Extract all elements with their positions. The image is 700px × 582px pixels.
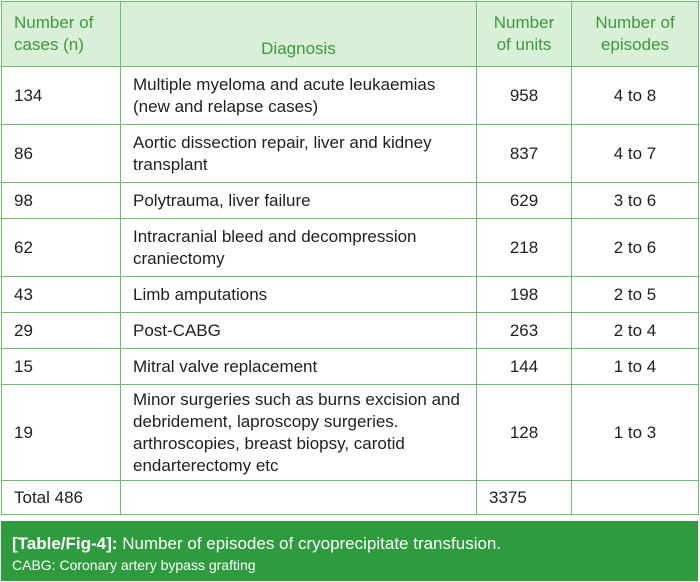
cell-diagnosis: Post-CABG [121,313,477,349]
header-diagnosis: Diagnosis [121,2,477,67]
total-episodes [572,481,699,515]
cell-diagnosis: Mitral valve replacement [121,349,477,385]
table-row [2,219,699,277]
header-episodes: Number of episodes [572,2,699,67]
total-units: 3375 [477,481,572,515]
table-row [2,385,699,481]
cell-diagnosis: Aortic dissection repair, liver and kidney transplant [121,125,477,183]
header-units: Number of units [477,2,572,67]
table-row [2,183,699,219]
figure-caption [1,521,698,581]
cell-diagnosis: Limb amputations [121,277,477,313]
cell-units: 958 [477,67,572,125]
caption-note: CABG: Coronary artery bypass grafting [12,557,256,573]
cell-cases: 134 [2,67,121,125]
cell-episodes: 4 to 8 [572,67,699,125]
table-row [2,277,699,313]
caption-title: Number of episodes of cryoprecipitate transfusion. [122,534,502,553]
cell-cases: 43 [2,277,121,313]
cell-units: 128 [477,385,572,481]
cell-cases: 86 [2,125,121,183]
cell-diagnosis: Minor surgeries such as burns excision and debridement, laproscopy surgeries. arthroscopies, breast biopsy, carotid endarterectomy etc [121,385,477,481]
table-row [2,67,699,125]
table-row [2,349,699,385]
header-row [2,2,699,67]
cell-episodes: 1 to 3 [572,385,699,481]
cell-cases: 19 [2,385,121,481]
cell-cases: 15 [2,349,121,385]
table-row [2,313,699,349]
cell-units: 144 [477,349,572,385]
cell-diagnosis: Intracranial bleed and decompression craniectomy [121,219,477,277]
cell-cases: 29 [2,313,121,349]
cell-cases: 62 [2,219,121,277]
cell-episodes: 1 to 4 [572,349,699,385]
cell-cases: 98 [2,183,121,219]
cell-diagnosis: Polytrauma, liver failure [121,183,477,219]
header-cases: Number of cases (n) [2,2,121,67]
cell-episodes: 2 to 5 [572,277,699,313]
cell-units: 263 [477,313,572,349]
cell-units: 198 [477,277,572,313]
cryoprecipitate-table [1,1,699,515]
table-row [2,125,699,183]
cell-episodes: 3 to 6 [572,183,699,219]
cell-episodes: 2 to 6 [572,219,699,277]
caption-tag: [Table/Fig-4]: [12,534,118,553]
cell-episodes: 4 to 7 [572,125,699,183]
cell-units: 218 [477,219,572,277]
total-cases: Total 486 [2,481,121,515]
cell-diagnosis: Multiple myeloma and acute leukaemias (new and relapse cases) [121,67,477,125]
cell-units: 629 [477,183,572,219]
caption-title-line [12,533,687,555]
cell-episodes: 2 to 4 [572,313,699,349]
total-diagnosis [121,481,477,515]
total-row [2,481,699,515]
cell-units: 837 [477,125,572,183]
